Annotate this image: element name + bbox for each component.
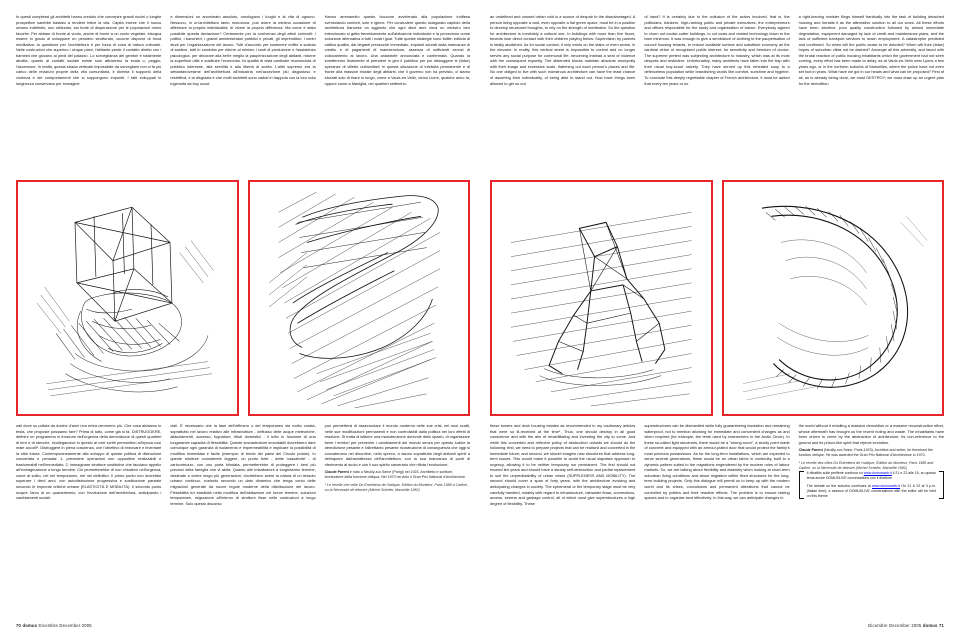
left-image-row xyxy=(16,180,470,416)
right-page xyxy=(480,0,960,634)
left-footer xyxy=(16,623,92,628)
left-bottom-col-2-text: ciali. È necessario che la fase dell'effimero o del temporaneo sia molto curata, soprattutto nel lavoro relativo alle infrastrutture - deflusso delle acque meteoriche, allacciamenti, accesso, fognature, rifiuti domestici - il tutto in funzione di una lungaranée capacità di flessibilità. Queste sovrastrutture smontabili dovrebbero dare comunque ogni garanzia di isolamento e impermeabilità e implicare la possibilità di modifica immediata e facile (esempio: le tende dei paesi del Circolo polare). In queste strutture considerete leggere, un punto forte - dette 'cassaforte' - di caricontruzzo, con uno porta blindata, permetterebbe di proteggere i beni più preziosi della famiglia che vi abita. Quanto alle installazioni a lunghissimo termine, destinate a vivere lungo più generazioni, dovrebbero avere la natura di un tessuto urbano continuo, costruito secondo un dato dinamico che tenga conto delle migrazioni generate da nuove regole moderne della distribuzione del lavoro. Flessibilità ed elasticità nella modifica dell'abitazione nel breve termine, soluzioni temporanee, migrazione all'interno di strutture fisse nelle costruzioni a lungo termine. Solo questo discorso xyxy=(170,423,316,506)
right-bottom-col-3-text: the world without it entailing a massive demolition or a massive reconstruction effort, whose aftermath has brought us the recent rioting and waste. The inhabitants have been driven to crime by the abstraction of architecture, its non-reference to the ground and its prison-like spirit that rejects evolution. xyxy=(798,423,944,445)
promo-italian-tail: il 21 e 22 alle 15, su questo tema anche xyxy=(806,471,936,481)
left-bottom-col-3-text: può permettersi di assecondare il mondo moderno nelle sue crisi, nel suoi scatti, nelle sue modificazioni permanenti e non controllabili dalla politica nei loro effetti di reazione. Si tratta di istituire una manutenzione durevole dello spazio, di organizzare bene i territori per prevenire i cambiamenti del mondo senza per questo subire la demolizione pesante e l'altrettanto pesante ricostruzione di conseguenza che oggi si concatenano nel disordine, nello spreco, a danno soprattutto degli abitanti spinti a delinquere dall'astrattezza dell'architettura, con la sua mancanza di punti di riferimento al suolo e con il suo spirito carcerario che rifiuta l'evoluzione. xyxy=(324,423,470,467)
left-col-2 xyxy=(170,14,315,174)
right-col-1 xyxy=(490,14,635,174)
left-bottom-col-1-text: nali dove su polizia da docine d'anni non entra nemmeno più. Che cosa abbiamo in testa, che proposte possiamo fare? Prima di tutto, come già si fa, DISTRUGGERE, definire un programma in funzione dell'urgenza della demolizione di questi quartieri di terri e di stecche, ricollegandoci in questo ai miei scritti premonitori all'epoca così male accolti*. Distruggere in piena coscienza, ove l'obiettivo di rinnovare e inventare la città futura. Contemporaneamente alla sviluppo di queste politica di distruzione concertata e pensata: 1. prevedere operazioni non oppositive realizzabili e trasformabili nell'immediato; 2. immaginare strutture sostitutive che facciano appello all'immaginazione a lungo termine. Ciò permetterebbe di non chiuderci nell'urgenza, come al solito, nel nel temporaneo, nel nel definitivo. Il primo punto non dovrebbe superare i dieci anni, con autodistruzione progressiva e sostituzione parziale secondo le impronte critiche urbane (ELASTICITÀ E MOBILITÀ). Il secondo punto scopre l'arco di un quarantennio, con l'evoluzione dell'architettura, anticipando i cambiamenti sociali. xyxy=(16,423,162,501)
right-bottom-col-3 xyxy=(799,423,944,573)
curved-arc-sketch-frame xyxy=(722,180,945,416)
promo-english-tail: will be held on this theme xyxy=(806,488,936,498)
left-col-1-text: In questi complessi gli architetti hanno creduto che concepire grandi nuclei o lunghe prospettive sarebbe bastato a rendere felice la vita. Capita invece che il nuovo urbano indefinito, non utilizzato, sia fonte di disperazione per le popolazioni meno favorite. Per abitare di fronte al vuoto, anche di fronte a un vuoto vegetale, bisogna essere in grado di sviluppare un pensiero strutturato, occorre disporre di forza meditativa: la questione per l'architettura è per forza di cosa di natura culturale. Nelle costruzioni che superino i cinque piani, l'abitante perde il contatto diretto con i bambini che giocano ai piedi del palazzo. Lo sorveglianza dei genitori è totalmente abolita; quanto ai contatti sociale esiste solo attraverso la scala o, peggio, l'ascensore. In realtà, questa strada verticale impossibile da sorvegliare non si fa più carico delle relazioni proprie della vita comunitaria, è diventa il supporto della violenza e dei comportamenti che si suppongono impuniti. I fatti sviluppati in lunghezza conservano per immagine xyxy=(16,14,162,86)
promo-italian xyxy=(807,471,936,481)
promo-red-en: DOMUSLIVE conversations with the editor xyxy=(849,488,917,493)
left-col-3 xyxy=(325,14,470,174)
right-footer xyxy=(868,623,944,628)
promo-bracket-right xyxy=(939,471,944,498)
left-top-text xyxy=(16,14,470,174)
skeletal-figure-sketch-frame xyxy=(490,180,713,416)
right-page-number: 71 xyxy=(938,623,944,628)
promo-link-en[interactable]: www.domusweb.it xyxy=(872,484,901,489)
promo-bracket-left xyxy=(799,471,804,498)
right-bottom-col-2 xyxy=(644,423,789,573)
left-footer-issue: Dicembre December 2005 xyxy=(38,623,92,628)
promo-content xyxy=(807,471,936,498)
promo-italian-lead: Il dibattito sulle periferie continua su xyxy=(806,471,863,476)
promo-english-mid: On 21 & 22 at 3 p.m. (Italian time), a session of xyxy=(806,484,936,493)
cage-sketch xyxy=(18,182,237,414)
left-credit-text: è nato a Neuilly-sur-Seine (Parigi) nel 1923. Architetto e scrittore, teorizzatore della funzione obliqua. Nel 1970 ha vinto il Gran Prix National d'Architecture. xyxy=(324,470,466,480)
hatched-mass-sketch xyxy=(250,182,469,414)
left-bottom-col-3 xyxy=(325,423,470,573)
right-bottom-text xyxy=(490,423,944,573)
right-credit-note: * Le rèvelle des villes Dn Entretiens de l'oblique, Édition du Moniteur, Paris 1988 and Cadine, ou la Nécessité de détruire (Michel Schefer, Marseille 1982) xyxy=(798,461,934,471)
left-page-number: 70 xyxy=(16,623,22,628)
curved-arc-sketch xyxy=(724,182,943,414)
right-image-row xyxy=(490,180,944,416)
cage-sketch-frame xyxy=(16,180,239,416)
promo-english xyxy=(807,484,936,499)
right-footer-brand: domus xyxy=(922,623,938,628)
left-footer-brand: domus xyxy=(22,623,38,628)
right-col-2 xyxy=(644,14,789,174)
left-credit-note: * Le rèvelle che velle Dn Entretiens de l'oblique, Edition du Moniteur, Paris 1988 a Cadine, ou la Nécessité de détruire (Michel Schefer, Marseille 1982) xyxy=(324,483,468,493)
right-bottom-col-1 xyxy=(490,423,635,573)
right-col-3-text: a right-leaning minister flings himself frantically into the task of building detached housing and heralds it as the alternative solution to all our woes. All these efforts have been abortive: poor quality construction followed by almost immediate degradation, equipment damaged by lack of credit and maintenance plans, and the lack of sufficient transport services to reach employment. A catastrophe predicted and confirmed. So when will the public cease to be deluded? When will their (false) hopes of suburban villas not be dashed? Amongst all this adversity, and faced with the brutal reaction of public housing inhabitants which the government had not seen coming, every effort has been made to delay, as at Vaulx-en-Velin near Lyons a few years ago, or in the northern suburbs of Marseilles, where the police have not even set foot in years. What have we got in our heads and what can be proposed? First of all, as is already being done, we must DESTROY; we must draw up an urgent plan for the demolition xyxy=(798,14,944,86)
right-bottom-col-1-text: these towers and drab housing estates as recommended in my cautionary articles that were so ill-received at the time*. Thus, one should destroy in all good conscience and with the aim of rehabilitating and inventing the city to come. And while this concerted and reflexive policy of destruction unfolds we should do the following: first, we need to prepare projects that can be realised and converted in the immediate future; and second, we should imagine new structures that address long-term issues. This would make it possible to avoid the usual slapdash approach to urgency, allowing it to be neither temporary nor permanent. The first should not exceed ten years and should have a steady self-destruction and partial replacement to suit the unpredictability of urban crises (SUPPLENESS AND MOBILITY). The second should cover a span of forty years, with the architecture evolving and anticipating changes in society. The ephemeral or the temporary stage must be very carefully handled, notably with regard to infrastructure, rainwater flows, connections, access, sewers and garbage control, all of which must give superstructures a high degree of flexibility. These xyxy=(490,423,636,506)
promo-box xyxy=(799,471,944,498)
right-top-text xyxy=(490,14,944,174)
right-col-2-text: of hand? It is certainly due to the collusion of the actors involved, that is, the politicians, bankers, high-ranking public and private executives, the entrepreneurs and offices responsible for the study and organisation of labour. Everybody agreed to churn out cookie-cutter buildings, to cut costs and related technology down to the bare minimum. It was enough to give a semblance of clothing to the pauperisation of council housing tenants, to reduce available surface and substitute economy as the cardinal virtue of recognised public interest, for sensitivity and freedom of choice. The supreme pretext was subjecting architecture to industry, which was at its most despotic and restrictive. Unfortunately, many architects have fallen into the trap with their usual boy-scout naivety. They have served up this reheated soup to a defenceless population while brandishing words like comfort, sunshine and hygiene. To conclude this deeply regrettable chapter of French architecture, it must be added that every ten years or so xyxy=(644,14,790,86)
left-bottom-col-2 xyxy=(170,423,315,573)
right-col-3 xyxy=(799,14,944,174)
right-credit xyxy=(799,448,944,471)
promo-link-it[interactable]: www.domusweb.it xyxy=(863,471,892,476)
skeletal-figure-sketch xyxy=(492,182,711,414)
left-col-3-text: Hanno ammannito questo boccone avvelenato alla popolazione indifesa sventolando conforti, sole e igiene. Per concludere questo sciagurato capitolo della architettura francese va aggiunto che ogni dieci anni circa un ministro ben intenzionato si getta freneticamente sull'abitazione individuale e la percezione come soluzione alternativa a tutti i nostri guai. Tutte queste strategie sono fallite: edilizia di cattiva qualità, dai degasti pressoché immediato, impianti sdurati dalla mancanza di credito e di pagamenti di manutenzione, assenza di sufficienti servizi di collocamento al lavoro. Una catastrofe annunciata e confermata. Quando la smetteremo finalmente di prendere in giro il pubblico per poi distruggere le (false) speranze di villette unifamiliari! In questa situazione di infelicità permanente e di fronte alla massive brutale degli abitanti, che il governo non ha previsto, ci siamo sforzati solo di tirare in lungo, come a Vaulx-en-Velin, vicino Lione, qualche anno fa, oppure come a Maniglia, nei quartieri settentrio- xyxy=(324,14,470,86)
left-credit xyxy=(325,470,470,493)
left-bottom-col-1 xyxy=(16,423,161,573)
left-col-1 xyxy=(16,14,161,174)
left-col-2-text: e dimensioni un anonimato assoluto, omologano i luoghi e la vita di ognuno. Nessuno, in un'architettura tanto monotona, può avere la minima occasione di affermare la propria individualità, di vivere la propria differenza. Ma come è stata possibile questa deviazione? Certamente per la corrivenza degli attori coinvolti: i politici, i banchieri, i grandi amministratori pubblici e privati, gli imprenditori, i centri studi per l'organizzazione del lavoro. Tutti d'accordo per sostenere edifici a scatola di sardine, tutti in condotta per ridurre al minimo i costi di produzione e l'assistenza psicologica, per decorare alla bell'e meglio la paupérizzazione degli abitanti, ridurne la superficie utile e sostituire l'economia. Ivi qualità di vista cardinale riconosciuta di pubblico interesse, alla servilità e alla libertà di scelta. L'alibi supremo era la settantanovesime dell'architettura all'industria nell'accezione più disgustoso e restrittiva, e la disgrazia è che molti architetti sono caduti in trappola con la loro nota ingenuità da boy scout. xyxy=(170,14,316,86)
hatched-mass-sketch-frame xyxy=(248,180,471,416)
right-footer-issue: Dicembre December 2005 xyxy=(868,623,922,628)
right-credit-name: Claude Parent xyxy=(798,448,823,453)
right-bottom-col-2-text: superstructures can be dismantled while fully guaranteeing insulation and remaining waterproof, not to mention allowing for immediate and convenient changes as and when required (for example, the tents used by researchers in the Arctic Circle). In these so-called light structures, there would be a "strong-room", a sturdy point made of concrete and equipped with an armour-plated door that would protect the family's most precious possessions. As for the long-term installations, which are expected to serve several generations, these would be an urban fabric in continuity, built to a dynamic pattern suited to the migrations engendered by the modern rules of labour markets. So, we are talking about flexibility and elasticity when looking at short-term suburban living conditions and about migration within fixed structures for the long-term building projects. Only this dialogue will permit us to keep up with the modern world and its crises, convulsions and permanent alterations that cannot be controlled by politics and their reactive effects. The problem is to ensure lasting spaces and to organise land effectively. In this way, we can anticipate changes in xyxy=(644,423,790,501)
right-credit-text: (Neuilly-sur-Seine, Paris,1923). Architect and writer, he theorised the function oblique. He was awarded the Gran Prix National d'Architecture in 1970. xyxy=(798,448,933,458)
promo-red-it: DOMUSLIVE conversations con il direttore xyxy=(825,476,893,481)
promo-english-lead: The debate on the suburbs continues at xyxy=(806,484,871,489)
left-bottom-text xyxy=(16,423,470,573)
left-credit-name: Claude Parent xyxy=(324,470,349,475)
right-col-1-text: an undefined and unused urban void is a source of despair to the disadvantaged. A person living opposite a void, even opposite a flat green space, must be in a position to develop structured thoughts, to rely on the strength of meditation. So the question for architecture is inevitably a cultural one. In buildings with more than five floors, tenants lose direct contact with their children playing below. Supervision by parents is totally abolished. As for social contact, it only exists on the stairs or even worse, in the elevator. In reality, this vertical street is impossible to control and no longer serves any social purpose for communal life, becoming instead a seat of violence with the consequent impunity. The distended blocks maintain absolute anonymity with their image and excessive scale, flattening out each person's places and life. No one obliged to live with such monstrous architecture can have the least chance of asserting their individuality, of being able to stand out. How have things been allowed to get so out xyxy=(490,14,636,86)
